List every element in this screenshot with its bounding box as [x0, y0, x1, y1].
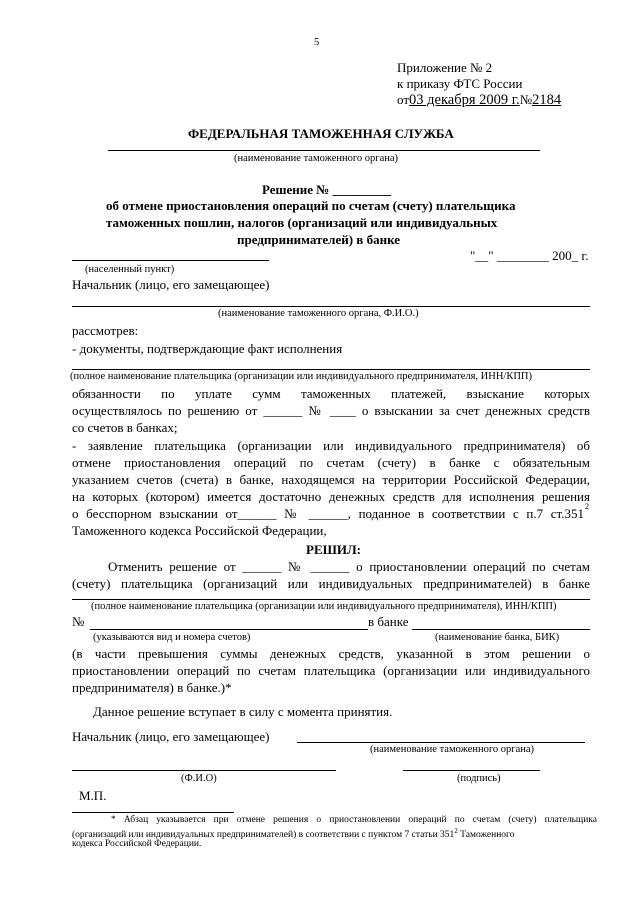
effect-statement: Данное решение вступает в силу с момента принятия.: [93, 704, 393, 719]
footnote-separator: [72, 812, 234, 813]
p2-line-3: указанием счетов (счета) в банке, находящемся на территории Российской Федерации,: [72, 472, 590, 487]
p1-line-3: со счетов в банках;: [72, 420, 178, 435]
place-caption: (населенный пункт): [85, 264, 175, 275]
footnote-line-3: кодекса Российской Федерации.: [72, 839, 202, 849]
decided-para-line-1: (в части превышения суммы денежных средств, указанной в этом решении о: [72, 646, 590, 661]
considered-label: рассмотрев:: [72, 323, 139, 338]
place-line: [72, 260, 269, 261]
sign-line: [403, 770, 540, 771]
p2-line-6: Таможенного кодекса Российской Федерации,: [72, 523, 327, 538]
signature-organ-line: [297, 742, 585, 743]
docs-item: - документы, подтверждающие факт исполнения: [72, 341, 343, 356]
chief-label: Начальник (лицо, его замещающее): [72, 277, 270, 292]
p2-line-2: отмене приостановления операций по счетам (счету) в банке с обязательным: [72, 455, 590, 470]
appendix-date-prefix: от: [397, 92, 410, 107]
chief-caption: (наименование таможенного органа, Ф.И.О.): [218, 308, 419, 319]
p2-line-4: на которых (котором) имеется достаточно денежных средств для исполнения решения: [72, 489, 590, 504]
decided-payer-line: [72, 599, 590, 600]
in-bank-label: в банке: [368, 614, 409, 629]
appendix-num-prefix: №: [519, 92, 533, 107]
sign-caption: (подпись): [457, 773, 501, 784]
decided-para-line-3: предпринимателя) в банке.)*: [72, 680, 232, 695]
service-name: ФЕДЕРАЛЬНАЯ ТАМОЖЕННАЯ СЛУЖБА: [188, 126, 454, 141]
appendix-date: 03 декабря 2009 г.: [409, 92, 520, 108]
service-caption: (наименование таможенного органа): [234, 153, 399, 164]
title-line-4: предпринимателей) в банке: [237, 232, 401, 247]
accounts-line: [90, 629, 368, 630]
appendix-number: 2184: [532, 92, 562, 108]
footnote-line-2-b: Таможенного: [457, 830, 515, 841]
service-name-line: [108, 150, 540, 151]
payer-line: [72, 369, 590, 370]
appendix-order-date: [397, 92, 561, 109]
decided-heading: РЕШИЛ:: [306, 542, 362, 557]
bank-line: [412, 629, 590, 630]
appendix-line-2: к приказу ФТС России: [397, 76, 523, 91]
p1-line-2: осуществлялось по решению от ______ № ____ о взыскании за счет денежных средств: [72, 403, 590, 418]
footnote-superscript: 2: [454, 827, 458, 835]
decided-line-1: Отменить решение от ______ № ______ о приостановлении операций по счетам: [108, 559, 590, 574]
signature-chief-label: Начальник (лицо, его замещающее): [72, 729, 270, 744]
payer-caption: (полное наименование плательщика (организации или индивидуального предпринимателя, ИНН/КПП): [70, 371, 532, 382]
p2-line-5: о бесспорном взыскании от______ № ______, поданное в соответствии с п.7 ст.351: [72, 506, 584, 521]
page-number: 5: [314, 37, 320, 48]
fio-caption: (Ф.И.О): [181, 773, 217, 784]
footnote-line-1: * Абзац указывается при отмене решения о приостановлении операций по счетам (счету) плательщика: [111, 815, 597, 825]
p1-line-1: обязанности по уплате сумм таможенных платежей, взыскание которых: [72, 386, 590, 401]
title-line-2: об отмене приостановления операций по счетам (счету) плательщика: [106, 198, 516, 213]
accounts-caption: (указываются вид и номера счетов): [93, 632, 251, 643]
p2-superscript: 2: [585, 502, 589, 511]
decision-date: "__" ________ 200_ г.: [470, 248, 589, 263]
bank-caption: (наименование банка, БИК): [435, 632, 560, 643]
appendix-line-1: Приложение № 2: [397, 60, 493, 75]
stamp-label: М.П.: [79, 788, 107, 803]
title-line-3: таможенных пошлин, налогов (организаций или индивидуальных: [106, 215, 498, 230]
decision-number-heading: Решение № _________: [262, 182, 392, 197]
footnote-line-2-a: (организаций или индивидуальных предпринимателей) в соответствии с пунктом 7 статьи 351: [72, 830, 455, 841]
p2-line-1: - заявление плательщика (организации или индивидуального предпринимателя) об: [72, 438, 590, 453]
fio-line: [72, 770, 336, 771]
decided-line-2: (счету) плательщика (организаций или индивидуальных предпринимателей) в банке: [72, 576, 590, 591]
decided-para-line-2: приостановлении операций по счетам плательщика (организации или индивидуального: [72, 663, 590, 678]
accounts-num-sign: №: [72, 614, 85, 629]
signature-organ-caption: (наименование таможенного органа): [370, 744, 535, 755]
decided-payer-caption: (полное наименование плательщика (организации или индивидуального предпринимателя), ИНН/КПП): [91, 601, 557, 612]
chief-line: [72, 306, 590, 307]
